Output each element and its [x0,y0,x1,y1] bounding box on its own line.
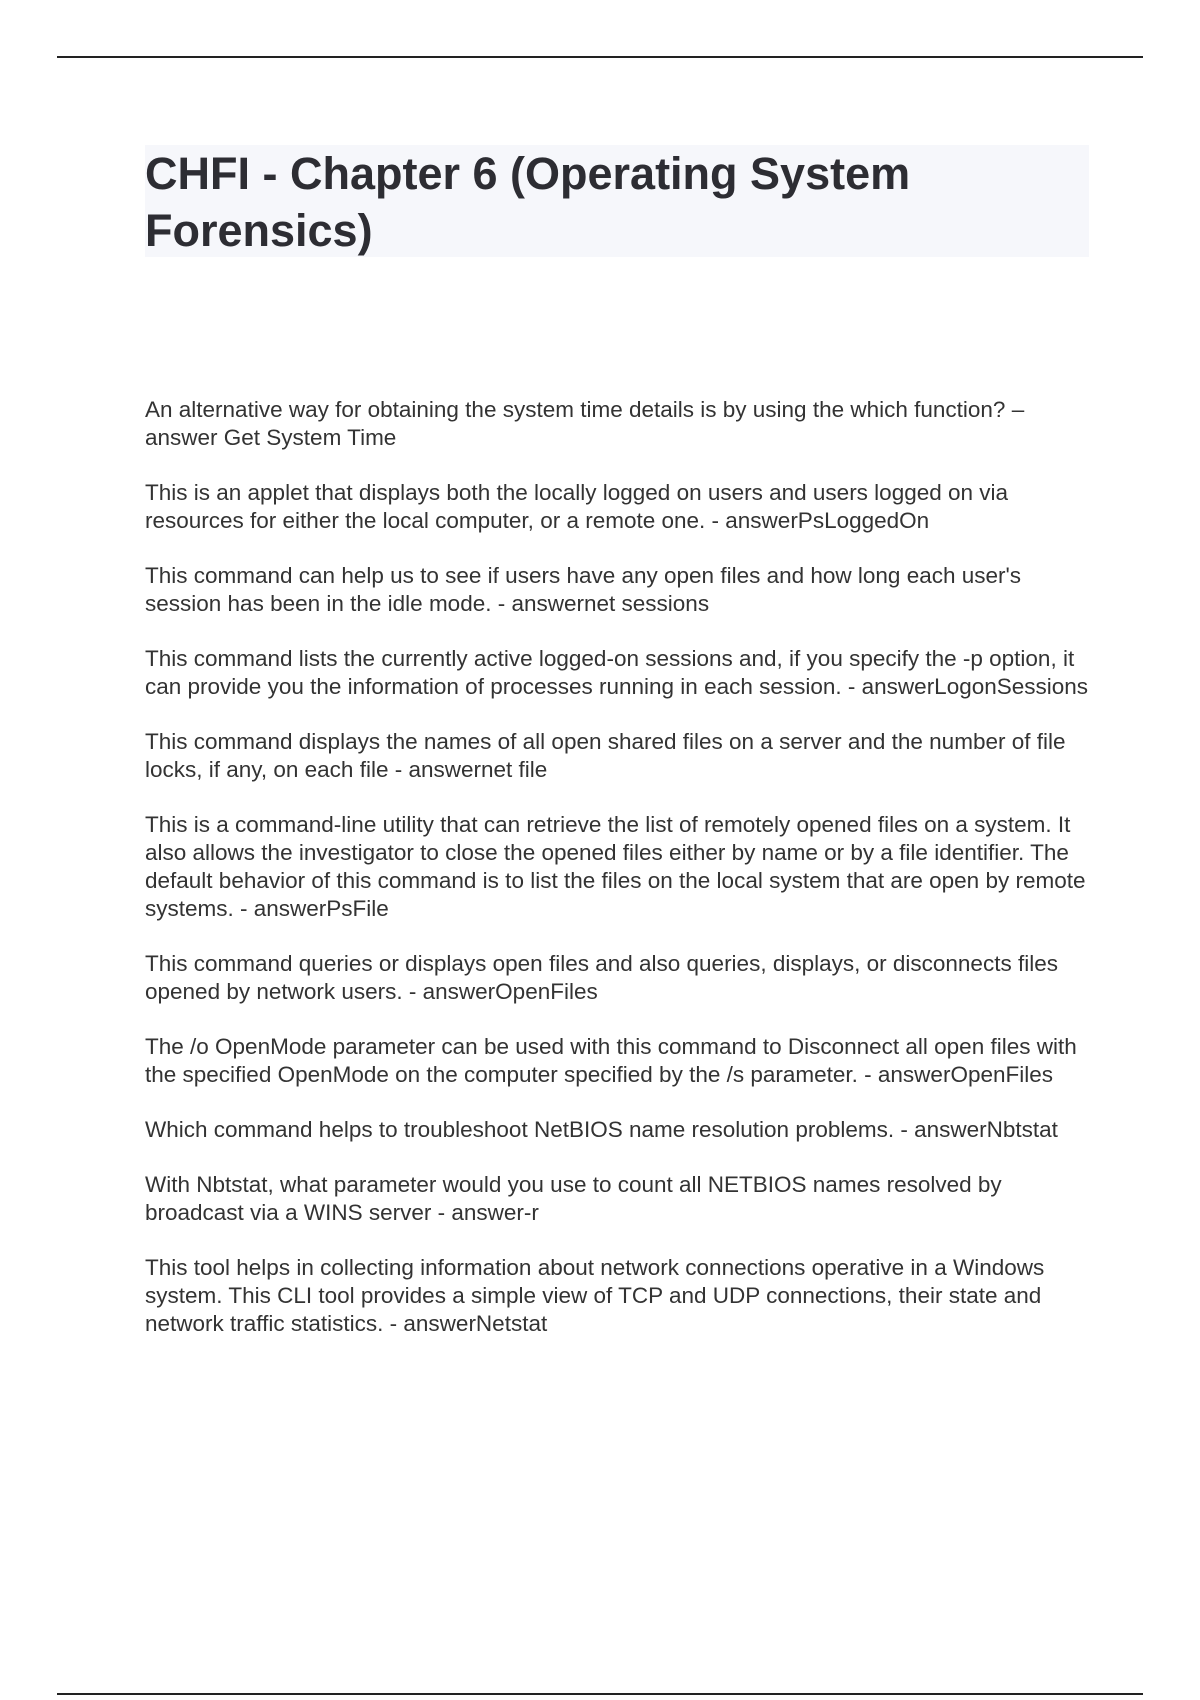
qa-item: With Nbtstat, what parameter would you use to count all NETBIOS names resolved by broadcast via a WINS server - answer-r [145,1172,1002,1225]
qa-item: An alternative way for obtaining the system time details is by using the which function? – answer Get System Time [145,397,1025,450]
qa-item: This is an applet that displays both the locally logged on users and users logged on via resources for either the local computer, or a remote one. - answerPsLoggedOn [145,480,1009,533]
bottom-rule [57,1693,1143,1695]
qa-list [145,396,1095,1365]
qa-item: This command can help us to see if users have any open files and how long each user's session has been in the idle mode. - answernet sessions [145,563,1022,616]
qa-item: This command lists the currently active logged-on sessions and, if you specify the -p option, it can provide you the information of processes running in each session. - answerLogonSessions [145,646,1089,699]
qa-item: This tool helps in collecting information about network connections operative in a Windows system. This CLI tool provides a simple view of TCP and UDP connections, their state and network traffic statistics. - answerNetstat [145,1255,1045,1336]
qa-item: The /o OpenMode parameter can be used with this command to Disconnect all open files with the specified OpenMode on the computer specified by the /s parameter. - answerOpenFiles [145,1034,1077,1087]
document-title: CHFI - Chapter 6 (Operating System Forensics) [145,148,911,256]
qa-item: This command displays the names of all open shared files on a server and the number of file locks, if any, on each file - answernet file [145,729,1066,782]
qa-item: This command queries or displays open files and also queries, displays, or disconnects files opened by network users. - answerOpenFiles [145,951,1058,1004]
top-rule [57,56,1143,58]
title-block [145,145,1089,257]
qa-item: This is a command-line utility that can retrieve the list of remotely opened files on a system. It also allows the investigator to close the opened files either by name or by a file identifier. The default behavior of this command is to list the files on the local system that are open by remote systems. - answerPsFile [145,812,1086,921]
qa-item: Which command helps to troubleshoot NetBIOS name resolution problems. - answerNbtstat [145,1117,1058,1142]
